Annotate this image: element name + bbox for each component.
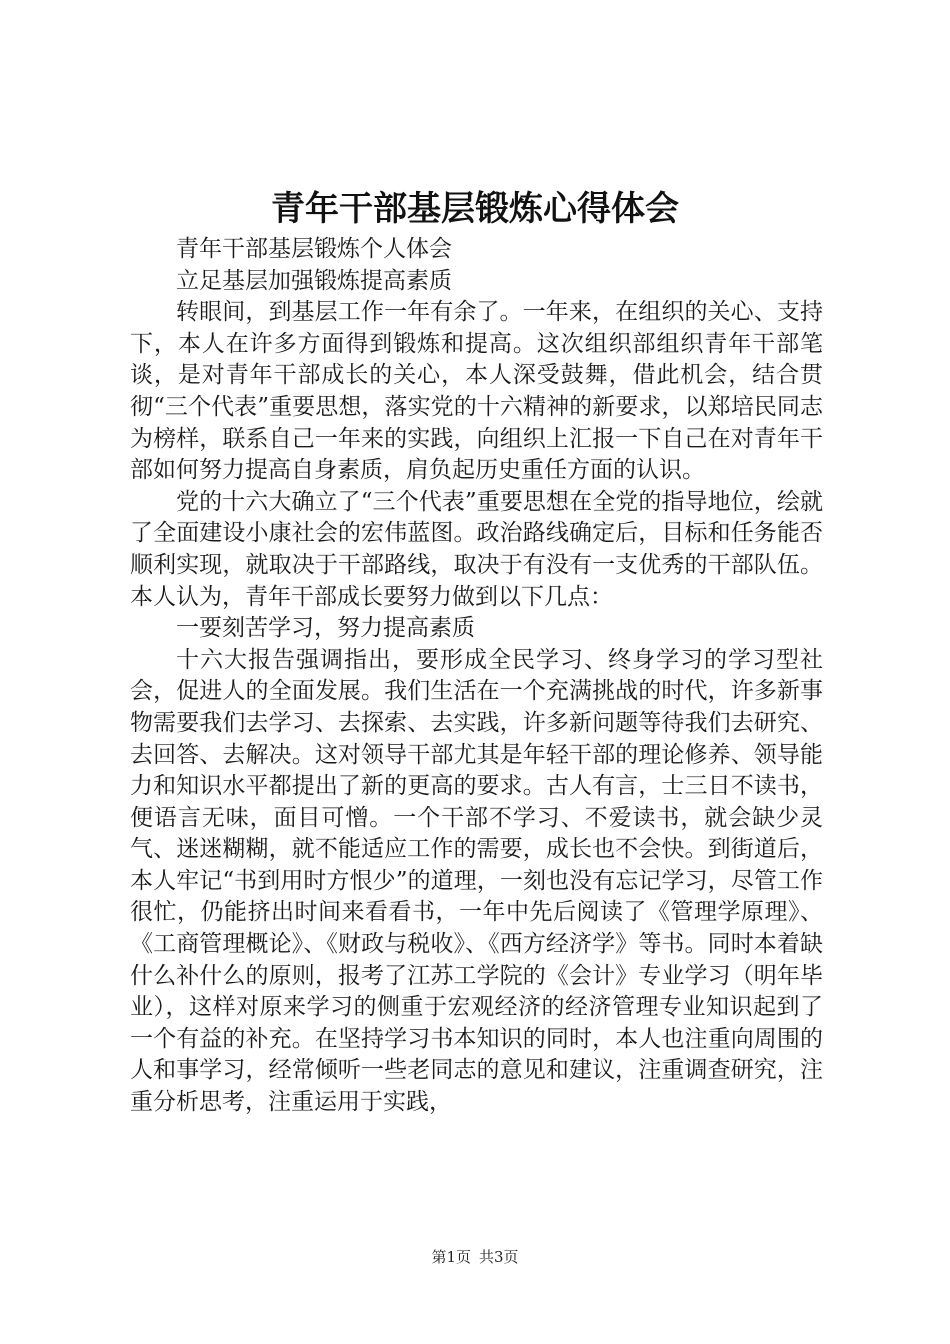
document-body (130, 234, 823, 1119)
body-paragraph: 十六大报告强调指出，要形成全民学习、终身学习的学习型社会，促进人的全面发展。我们生活在一个充满挑战的时代，许多新事物需要我们去学习、去探索、去实践，许多新问题等待我们去研究、去回答、去解决。这对领导干部尤其是年轻干部的理论修养、领导能力和知识水平都提出了新的更高的要求。古人有言，士三日不读书，便语言无味，面目可憎。一个干部不学习、不爱读书，就会缺少灵气、迷迷糊糊，就不能适应工作的需要，成长也不会快。到街道后，本人牢记“书到用时方恨少”的道理，一刻也没有忘记学习，尽管工作很忙，仍能挤出时间来看看书，一年中先后阅读了《管理学原理》、《工商管理概论》、《财政与税收》、《西方经济学》等书。同时本着缺什么补什么的原则，报考了江苏工学院的《会计》专业学习（明年毕业），这样对原来学习的侧重于宏观经济的经济管理专业知识起到了一个有益的补充。在坚持学习书本知识的同时，本人也注重向周围的人和事学习，经常倾听一些老同志的意见和建议，注重调查研究，注重分析思考，注重运用于实践， (130, 646, 823, 1116)
subtitle-paragraph: 青年干部基层锻炼个人体会 (176, 236, 452, 262)
body-paragraph: 党的十六大确立了“三个代表”重要思想在全党的指导地位，绘就了全面建设小康社会的宏伟蓝图。政治路线确定后，目标和任务能否顺利实现，就取决于干部路线，取决于有没有一支优秀的干部队伍。本人认为，青年干部成长要努力做到以下几点： (130, 488, 823, 610)
document-title: 青年干部基层锻炼心得体会 (271, 189, 679, 229)
subtitle-paragraph: 立足基层加强锻炼提高素质 (176, 267, 452, 294)
page-footer (0, 1246, 950, 1267)
page-number: 第1页 (431, 1248, 471, 1266)
section-heading: 一要刻苦学习，努力提高素质 (176, 615, 475, 642)
body-paragraph: 转眼间，到基层工作一年有余了。一年来，在组织的关心、支持下，本人在许多方面得到锻炼和提高。这次组织部组织青年干部笔谈，是对青年干部成长的关心，本人深受鼓舞，借此机会，结合贯彻“三个代表”重要思想，落实党的十六精神的新要求，以郑培民同志为榜样，联系自己一年来的实践，向组织上汇报一下自己在对青年干部如何努力提高自身素质，肩负起历史重任方面的认识。 (130, 299, 823, 484)
page-total: 共3页 (479, 1248, 519, 1266)
